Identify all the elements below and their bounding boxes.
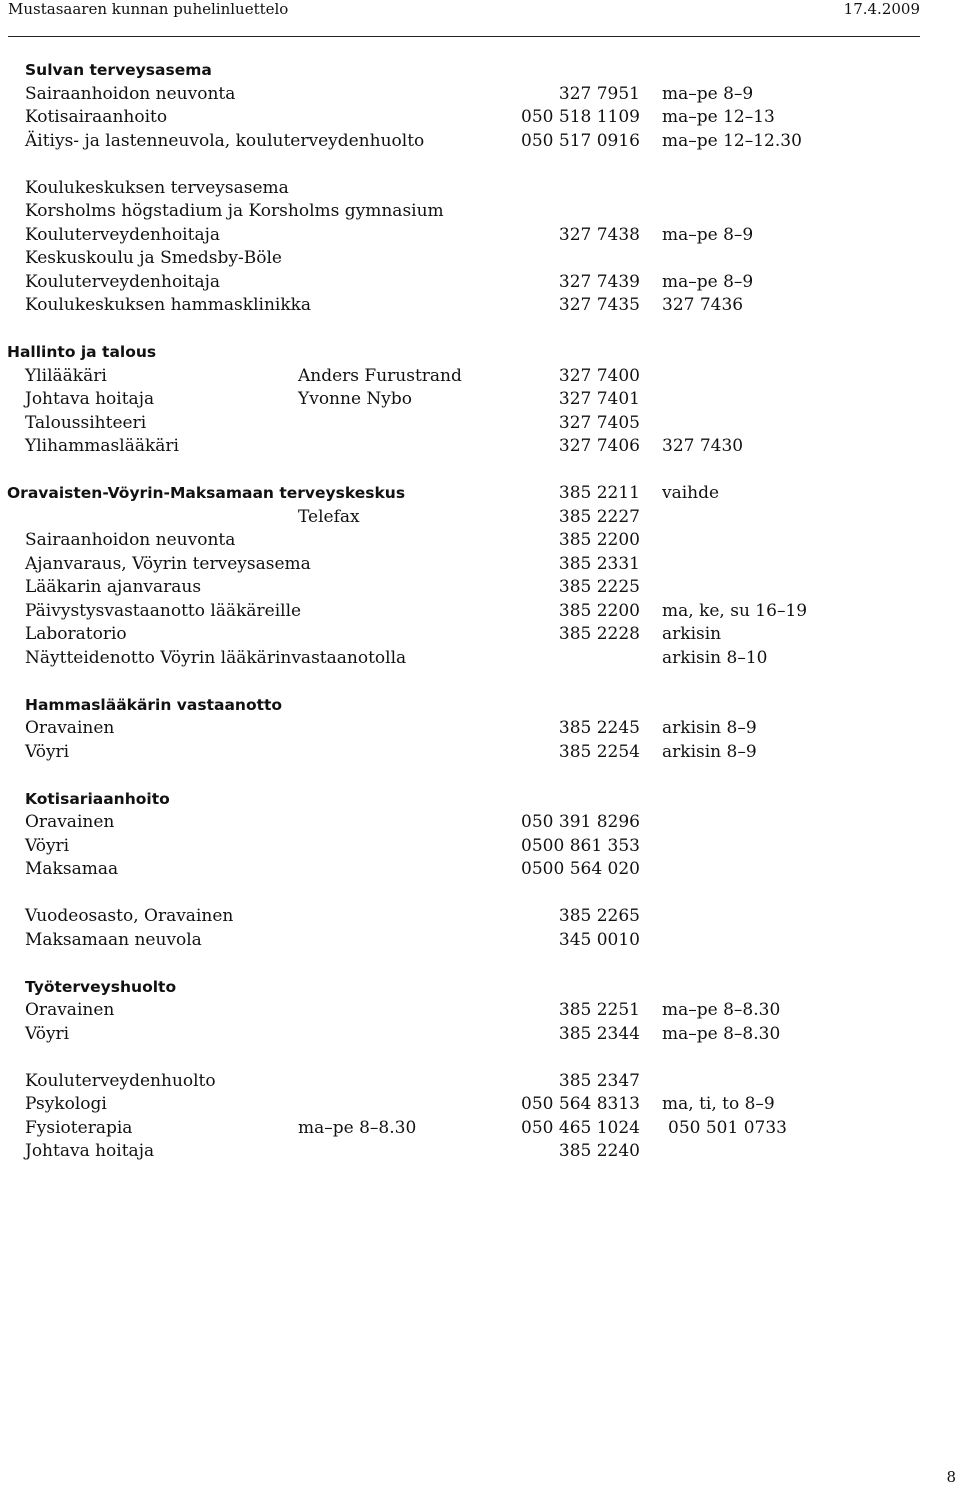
entry-name: Fysioterapia — [25, 1117, 133, 1138]
entry-phone: 050 465 1024 — [521, 1117, 640, 1138]
entry-name: Maksamaan neuvola — [25, 929, 202, 950]
entry-extra: vaihde — [662, 483, 720, 503]
section-gap — [0, 1046, 960, 1070]
entry-phone: 385 2254 — [558, 741, 640, 762]
entry-phone: 385 2200 — [558, 600, 640, 621]
entry-extra: arkisin 8–9 — [662, 741, 757, 762]
entry-extra: 050 501 0733 — [668, 1117, 787, 1138]
entry-name: Ylilääkäri — [25, 365, 107, 386]
directory-row — [0, 435, 960, 459]
directory-row — [0, 1140, 960, 1164]
entry-phone: 327 7435 — [558, 295, 640, 315]
entry-phone: 385 2200 — [558, 530, 640, 550]
section-gap — [0, 318, 960, 342]
entry-phone: 327 7951 — [558, 83, 640, 104]
directory-row — [0, 858, 960, 882]
entry-name: Ylihammaslääkäri — [25, 436, 179, 456]
directory-row — [0, 905, 960, 929]
entry-phone: 385 2347 — [558, 1070, 640, 1091]
directory-row — [0, 1093, 960, 1117]
directory-row — [0, 412, 960, 436]
entry-phone: 345 0010 — [558, 929, 640, 950]
directory-row — [0, 177, 960, 201]
entry-extra: ma–pe 12–13 — [662, 107, 775, 127]
entry-name: Kotisariaanhoito — [25, 789, 170, 808]
section-gap — [0, 459, 960, 483]
directory-row — [0, 506, 960, 530]
entry-phone: 385 2225 — [558, 577, 640, 597]
section-heading — [0, 482, 960, 506]
directory-row — [0, 200, 960, 224]
entry-person: Yvonne Nybo — [298, 389, 413, 409]
entry-name: Maksamaa — [25, 859, 119, 879]
directory-row — [0, 717, 960, 741]
entry-phone: 385 2240 — [558, 1141, 640, 1161]
entry-name: Näytteidenotto Vöyrin lääkärinvastaanotolla — [25, 647, 407, 668]
entry-name: Oravainen — [25, 812, 115, 832]
entry-name: Työterveyshuolto — [25, 977, 177, 996]
entry-extra: arkisin 8–9 — [662, 718, 757, 738]
directory-row — [0, 1023, 960, 1047]
entry-phone: 050 391 8296 — [521, 812, 640, 832]
directory-row — [0, 576, 960, 600]
entry-phone: 327 7438 — [558, 224, 640, 245]
section-heading — [0, 788, 960, 812]
directory-row — [0, 130, 960, 154]
directory-row — [0, 811, 960, 835]
entry-extra: 327 7436 — [662, 295, 744, 315]
entry-phone: 327 7439 — [558, 271, 640, 292]
entry-phone: 385 2227 — [558, 506, 640, 527]
entry-name: Oravaisten-Vöyrin-Maksamaan terveyskeskus — [7, 484, 406, 502]
page-number: 8 — [946, 1468, 956, 1486]
section-gap — [0, 764, 960, 788]
entry-name: Johtava hoitaja — [25, 389, 155, 409]
entry-name: Lääkarin ajanvaraus — [25, 577, 202, 597]
directory-row — [0, 741, 960, 765]
phone-directory — [0, 59, 960, 1164]
entry-name: Kotisairaanhoito — [25, 107, 168, 127]
section-heading — [0, 694, 960, 718]
entry-name: Vöyri — [25, 741, 70, 762]
entry-extra: ma, ke, su 16–19 — [662, 600, 808, 621]
entry-name: Psykologi — [25, 1094, 107, 1114]
entry-name: Oravainen — [25, 718, 115, 738]
directory-row — [0, 647, 960, 671]
directory-row — [0, 999, 960, 1023]
directory-row — [0, 929, 960, 953]
entry-extra: arkisin 8–10 — [662, 647, 768, 668]
entry-phone: 0500 861 353 — [521, 835, 640, 856]
directory-row — [0, 294, 960, 318]
section-gap — [0, 952, 960, 976]
directory-row — [0, 271, 960, 295]
entry-phone: 327 7405 — [558, 412, 640, 433]
entry-extra: ma–pe 8–8.30 — [662, 1000, 781, 1020]
document-title: Mustasaaren kunnan puhelinluettelo — [8, 0, 289, 18]
entry-person: Anders Furustrand — [298, 365, 462, 386]
section-gap — [0, 670, 960, 694]
entry-name: Keskuskoulu ja Smedsby-Böle — [25, 248, 282, 268]
entry-name: Koulukeskuksen hammasklinikka — [25, 295, 312, 315]
entry-name: Kouluterveydenhuolto — [25, 1070, 216, 1091]
entry-name: Laboratorio — [25, 624, 127, 644]
entry-name: Vöyri — [25, 835, 70, 856]
entry-name: Päivystysvastaanotto lääkäreille — [25, 600, 302, 621]
directory-row — [0, 106, 960, 130]
entry-name: Johtava hoitaja — [25, 1141, 155, 1161]
page-header — [8, 0, 920, 37]
entry-person: ma–pe 8–8.30 — [298, 1117, 417, 1138]
entry-phone: 385 2245 — [558, 718, 640, 738]
entry-name: Korsholms högstadium ja Korsholms gymnasium — [25, 201, 444, 221]
entry-name: Hammaslääkärin vastaanotto — [25, 695, 283, 714]
directory-row — [0, 224, 960, 248]
entry-name: Sairaanhoidon neuvonta — [25, 530, 236, 550]
entry-name: Vöyri — [25, 1023, 70, 1044]
directory-row — [0, 388, 960, 412]
directory-row — [0, 835, 960, 859]
entry-phone: 050 518 1109 — [521, 107, 640, 127]
entry-extra: ma, ti, to 8–9 — [662, 1094, 775, 1114]
section-heading — [0, 59, 960, 83]
section-gap — [0, 882, 960, 906]
entry-name: Oravainen — [25, 1000, 115, 1020]
section-gap — [0, 153, 960, 177]
section-heading — [0, 976, 960, 1000]
entry-phone: 385 2251 — [558, 1000, 640, 1020]
entry-phone: 050 564 8313 — [521, 1094, 640, 1114]
entry-name: Koulukeskuksen terveysasema — [25, 177, 289, 198]
entry-phone: 327 7400 — [558, 365, 640, 386]
directory-row — [0, 1117, 960, 1141]
directory-row — [0, 600, 960, 624]
entry-phone: 050 517 0916 — [521, 130, 640, 151]
section-heading — [0, 341, 960, 365]
entry-name: Taloussihteeri — [25, 412, 147, 433]
entry-name: Äitiys- ja lastenneuvola, kouluterveydenhuolto — [25, 130, 425, 151]
directory-row — [0, 553, 960, 577]
entry-extra: ma–pe 8–9 — [662, 83, 754, 104]
directory-row — [0, 623, 960, 647]
entry-extra: ma–pe 8–9 — [662, 224, 754, 245]
entry-phone: 327 7406 — [558, 436, 640, 456]
directory-row — [0, 247, 960, 271]
entry-phone: 385 2228 — [558, 624, 640, 644]
entry-name: Vuodeosasto, Oravainen — [25, 906, 234, 926]
directory-row — [0, 1070, 960, 1094]
entry-phone: 385 2331 — [558, 553, 640, 574]
entry-extra: ma–pe 8–9 — [662, 271, 754, 292]
entry-name: Sairaanhoidon neuvonta — [25, 83, 236, 104]
entry-phone: 0500 564 020 — [521, 859, 640, 879]
entry-name: Sulvan terveysasema — [25, 61, 212, 79]
directory-row — [0, 529, 960, 553]
directory-row — [0, 83, 960, 107]
entry-name: Kouluterveydenhoitaja — [25, 271, 220, 292]
entry-phone: 385 2265 — [558, 906, 640, 926]
entry-phone: 327 7401 — [558, 389, 640, 409]
document-date: 17.4.2009 — [843, 0, 920, 18]
entry-extra: ma–pe 8–8.30 — [662, 1023, 781, 1044]
entry-name: Kouluterveydenhoitaja — [25, 224, 220, 245]
entry-person: Telefax — [298, 506, 360, 527]
entry-extra: arkisin — [662, 624, 722, 644]
entry-extra: ma–pe 12–12.30 — [662, 130, 802, 151]
entry-phone: 385 2211 — [558, 483, 640, 503]
entry-name: Ajanvaraus, Vöyrin terveysasema — [25, 553, 311, 574]
entry-phone: 385 2344 — [558, 1023, 640, 1044]
entry-name: Hallinto ja talous — [7, 343, 157, 361]
directory-row — [0, 365, 960, 389]
entry-extra: 327 7430 — [662, 436, 744, 456]
